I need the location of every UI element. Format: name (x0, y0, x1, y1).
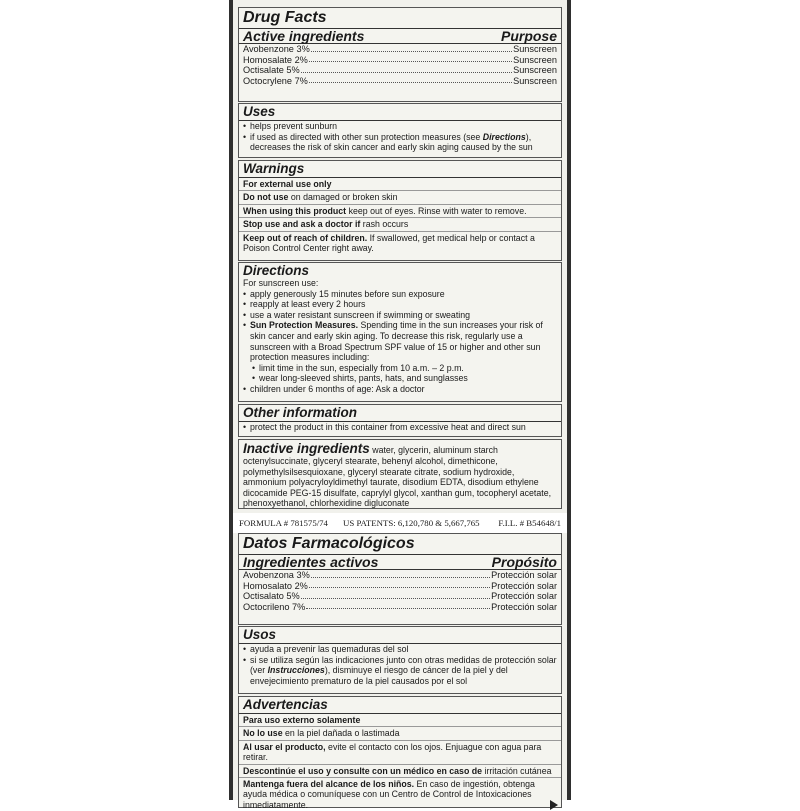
directions-item: • reapply at least every 2 hours (239, 299, 561, 310)
ingredientes-activos-header (239, 555, 561, 570)
usos-item: • si se utiliza según las indicaciones junto con otras medidas de protección solar (ver Instrucciones), disminuye el riesgo de cáncer de la piel y del envejecimiento prematuro de la piel causados por el sol (239, 655, 561, 687)
directions-intro: For sunscreen use: (243, 278, 319, 288)
advertencias-section (238, 696, 562, 808)
fil-number: F.I.L. # B54648/1 (498, 518, 561, 528)
ingredient-row: Homosalate 2% Sunscreen (243, 54, 557, 65)
inactive-ingredients-section (238, 439, 562, 509)
warning-line: Descontinúe el uso y consulte con un médico en caso de irritación cutánea (239, 765, 561, 778)
warning-line: Al usar el producto, evite el contacto con los ojos. Enjuague con agua para retirar. (239, 741, 561, 765)
ingredient-row: Homosalato 2% Protección solar (243, 580, 557, 591)
ingredient-row: Octocrylene 7% Sunscreen (243, 75, 557, 86)
directions-item: • Sun Protection Measures. Spending time in the sun increases your risk of skin cancer and early skin aging. To decrease this risk, regularly use a sunscreen with a Broad Spectrum SPF value of 15 or higher and other sun protection measures including: (239, 320, 561, 362)
directions-title: Directions (243, 263, 310, 278)
other-information-section (238, 404, 562, 437)
warning-line: Do not use on damaged or broken skin (239, 191, 561, 204)
ingredient-row: Octisalate 5% Sunscreen (243, 65, 557, 76)
formula-line (233, 513, 567, 533)
directions-item: • children under 6 months of age: Ask a doctor (239, 384, 561, 395)
usos-item: • ayuda a prevenir las quemaduras del sol (239, 644, 561, 655)
directions-item: • use a water resistant sunscreen if swimming or sweating (239, 310, 561, 321)
warning-line: Keep out of reach of children. If swallowed, get medical help or contact a Poison Control Center right away. (243, 232, 535, 254)
ingredientes-activos-label: Ingredientes activos (243, 554, 379, 570)
other-information-title: Other information (239, 405, 561, 422)
purpose-label: Purpose (500, 28, 557, 44)
uses-title: Uses (239, 104, 561, 121)
uses-item: • helps prevent sunburn (239, 121, 561, 132)
warnings-section (238, 160, 562, 261)
continue-arrow-icon (550, 800, 558, 810)
uses-item: • if used as directed with other sun protection measures (see Directions), decreases the risk of skin cancer and early skin aging caused by the sun (239, 132, 561, 153)
warning-line: Mantenga fuera del alcance de los niños. En caso de ingestión, obtenga ayuda médica o comuníquese con un Centro de Control de Intoxicaciones inmediatamente. (239, 778, 561, 811)
warning-line: No lo use en la piel dañada o lastimada (239, 727, 561, 740)
datos-farmacologicos-panel (233, 533, 567, 810)
active-ingredients-header (239, 29, 561, 44)
us-patents: US PATENTS: 6,120,780 & 5,667,765 (343, 518, 480, 528)
directions-subitem: • limit time in the sun, especially from 10 a.m. – 2 p.m. (239, 363, 561, 374)
warning-line: Stop use and ask a doctor if rash occurs (239, 218, 561, 231)
ingredient-row: Avobenzona 3% Protección solar (243, 570, 557, 580)
warning-line: For external use only (239, 178, 561, 191)
drug-facts-panel (233, 0, 567, 513)
directions-subitem: • wear long-sleeved shirts, pants, hats, and sunglasses (239, 373, 561, 384)
datos-title: Datos Farmacológicos (239, 534, 561, 555)
directions-item: • apply generously 15 minutes before sun exposure (239, 289, 561, 300)
drug-facts-header-box (238, 7, 562, 102)
ingredient-row: Octisalato 5% Protección solar (243, 591, 557, 602)
uses-section (238, 103, 562, 158)
active-ingredients-label: Active ingredients (243, 28, 365, 44)
inactive-ingredients-text: Inactive ingredients water, glycerin, aluminum starch octenylsuccinate, glyceryl stearate, behenyl alcohol, dimethicone, polymethylsilsesquioxane, glyceryl stearate citrate, sodium hydroxide, ammonium polyacryloyldimethyl taurate, disodium EDTA, disodium ethylene dicocamide PEG-15 disulfate, caprylyl glycol, xanthan gum, tocopheryl acetate, phenoxyethanol, chlorhexidine digluconate (243, 441, 552, 509)
formula-number: FORMULA # 781575/74 (239, 518, 328, 528)
proposito-label: Propósito (491, 554, 557, 570)
usos-title: Usos (239, 627, 561, 644)
ingredient-row: Avobenzone 3% Sunscreen (243, 44, 557, 54)
inactive-ingredients-title: Inactive ingredients (243, 441, 370, 456)
drug-facts-title: Drug Facts (239, 8, 561, 29)
warnings-title: Warnings (239, 161, 561, 178)
advertencias-title: Advertencias (239, 697, 561, 714)
datos-header-box (238, 533, 562, 625)
ingredient-row: Octocrileno 7% Protección solar (243, 601, 557, 612)
warning-line: Para uso externo solamente (239, 714, 561, 727)
warning-line: When using this product keep out of eyes. Rinse with water to remove. (239, 205, 561, 218)
usos-section (238, 626, 562, 694)
directions-section (238, 262, 562, 402)
other-information-item: • protect the product in this container from excessive heat and direct sun (239, 422, 561, 433)
